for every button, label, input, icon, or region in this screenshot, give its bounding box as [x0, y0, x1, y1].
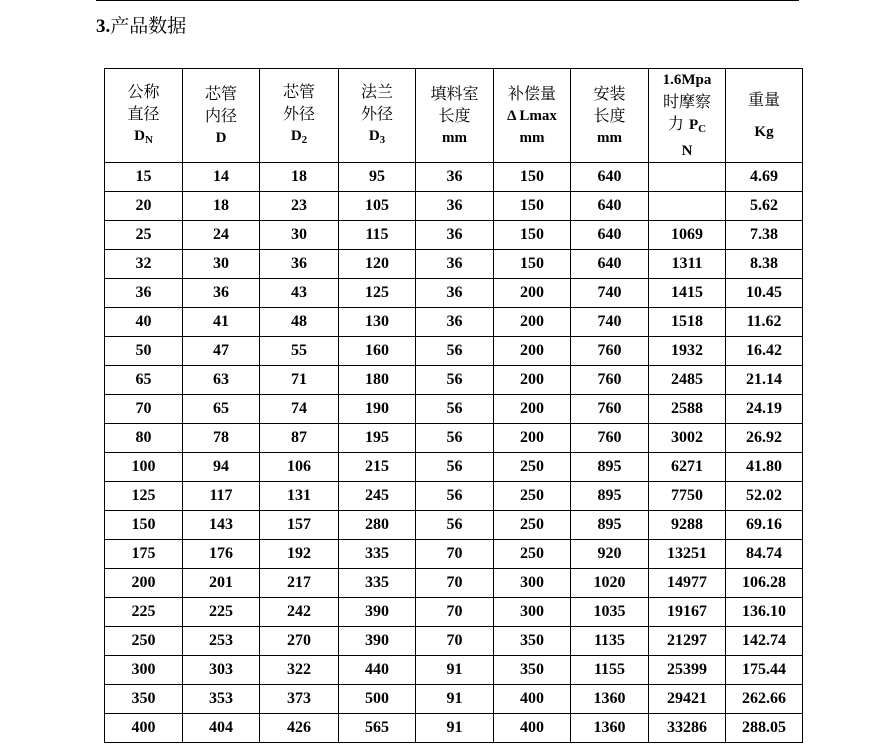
table-cell: 8.38 [726, 250, 803, 279]
table-cell: 300 [494, 569, 571, 598]
table-cell [649, 192, 726, 221]
table-cell: 10.45 [726, 279, 803, 308]
table-cell: 91 [416, 656, 494, 685]
table-cell: 200 [494, 337, 571, 366]
column-header [260, 69, 339, 163]
table-cell: 225 [105, 598, 183, 627]
table-cell: 1518 [649, 308, 726, 337]
table-cell: 24 [183, 221, 260, 250]
table-cell: 895 [571, 482, 649, 511]
table-cell: 18 [183, 192, 260, 221]
column-header-line: mm [597, 129, 622, 146]
column-header-line: Kg [754, 123, 774, 140]
table-cell: 200 [494, 308, 571, 337]
table-cell: 195 [339, 424, 416, 453]
column-header-line: N [681, 143, 693, 159]
table-cell: 56 [416, 482, 494, 511]
column-header [183, 69, 260, 163]
column-header [416, 69, 494, 163]
table-cell: 36 [416, 279, 494, 308]
column-header-line: 时摩察 [662, 92, 711, 111]
table-cell: 200 [105, 569, 183, 598]
table-cell: 640 [571, 163, 649, 192]
table-cell: 335 [339, 540, 416, 569]
table-cell: 91 [416, 685, 494, 714]
table-cell: 26.92 [726, 424, 803, 453]
table-cell: 1932 [649, 337, 726, 366]
table-cell: 19167 [649, 598, 726, 627]
table-cell: 69.16 [726, 511, 803, 540]
table-cell: 70 [416, 569, 494, 598]
section-number: 3. [96, 16, 111, 37]
column-header-line: 安装 [593, 83, 626, 103]
column-header-line: 力 $P_C$ [667, 114, 707, 135]
table-cell: 106.28 [726, 569, 803, 598]
table-cell: 6271 [649, 453, 726, 482]
table-cell: 200 [494, 395, 571, 424]
table-cell: 280 [339, 511, 416, 540]
table-cell: 16.42 [726, 337, 803, 366]
table-cell: 190 [339, 395, 416, 424]
column-header-line: 外径 [360, 103, 393, 123]
table-cell: 300 [494, 598, 571, 627]
table-cell: 215 [339, 453, 416, 482]
table-cell: 740 [571, 308, 649, 337]
table-cell: 1069 [649, 221, 726, 250]
table-cell: 250 [494, 482, 571, 511]
table-cell: 895 [571, 511, 649, 540]
table-cell: 390 [339, 598, 416, 627]
table-cell: 14977 [649, 569, 726, 598]
table-cell: 30 [183, 250, 260, 279]
table-cell: 120 [339, 250, 416, 279]
table-cell: 95 [339, 163, 416, 192]
table-cell: 40 [105, 308, 183, 337]
table-cell: 78 [183, 424, 260, 453]
table-row [105, 424, 803, 453]
column-header-line: mm [519, 129, 545, 146]
table-row [105, 540, 803, 569]
table-cell: 353 [183, 685, 260, 714]
table-cell: 335 [339, 569, 416, 598]
table-cell: 84.74 [726, 540, 803, 569]
table-cell: 131 [260, 482, 339, 511]
table-row [105, 192, 803, 221]
table-cell: 105 [339, 192, 416, 221]
table-cell: 1360 [571, 714, 649, 743]
table-cell: 48 [260, 308, 339, 337]
table-cell: 13251 [649, 540, 726, 569]
table-cell: 288.05 [726, 714, 803, 743]
table-cell: 41 [183, 308, 260, 337]
table-cell: 74 [260, 395, 339, 424]
table-cell: 565 [339, 714, 416, 743]
table-cell: 20 [105, 192, 183, 221]
table-cell: 24.19 [726, 395, 803, 424]
column-header [726, 69, 803, 163]
table-cell: 426 [260, 714, 339, 743]
table-cell: 404 [183, 714, 260, 743]
table-cell: 373 [260, 685, 339, 714]
table-cell: 192 [260, 540, 339, 569]
table-row [105, 569, 803, 598]
table-cell: 117 [183, 482, 260, 511]
table-cell: 36 [416, 163, 494, 192]
column-header [339, 69, 416, 163]
table-cell: 71 [260, 366, 339, 395]
table-cell: 70 [416, 627, 494, 656]
product-data-table [104, 68, 803, 743]
table-cell: 47 [183, 337, 260, 366]
table-cell: 36 [260, 250, 339, 279]
column-header-line: 1.6Mpa [662, 72, 712, 88]
table-cell: 50 [105, 337, 183, 366]
table-cell: 3002 [649, 424, 726, 453]
table-cell: 1020 [571, 569, 649, 598]
table-cell: 175.44 [726, 656, 803, 685]
table-cell: 56 [416, 453, 494, 482]
table-cell: 15 [105, 163, 183, 192]
table-cell: 29421 [649, 685, 726, 714]
table-cell: 740 [571, 279, 649, 308]
table-cell: 36 [105, 279, 183, 308]
table-row [105, 511, 803, 540]
table-cell: 760 [571, 337, 649, 366]
column-header-line: $D_3$ [368, 127, 386, 146]
table-cell: 14 [183, 163, 260, 192]
table-cell: 400 [494, 714, 571, 743]
table-cell: 1415 [649, 279, 726, 308]
top-rule [96, 0, 799, 1]
table-cell: 7750 [649, 482, 726, 511]
column-header-line: $D_2$ [290, 127, 308, 146]
table-cell: 5.62 [726, 192, 803, 221]
table-cell: 262.66 [726, 685, 803, 714]
table-cell: 303 [183, 656, 260, 685]
table-cell: 2485 [649, 366, 726, 395]
table-header-row [105, 69, 803, 163]
table-cell: 250 [105, 627, 183, 656]
table-cell: 43 [260, 279, 339, 308]
table-cell: 1135 [571, 627, 649, 656]
table-cell: 2588 [649, 395, 726, 424]
table-cell: 270 [260, 627, 339, 656]
table-cell: 32 [105, 250, 183, 279]
table-cell: 56 [416, 424, 494, 453]
table-row [105, 221, 803, 250]
table-cell: 70 [105, 395, 183, 424]
table-cell: 200 [494, 424, 571, 453]
table-cell: 640 [571, 221, 649, 250]
table-cell: 250 [494, 453, 571, 482]
table-cell: 36 [416, 308, 494, 337]
table-cell: 56 [416, 366, 494, 395]
table-cell: 36 [416, 250, 494, 279]
table-cell: 157 [260, 511, 339, 540]
table-cell: 25 [105, 221, 183, 250]
table-cell: 500 [339, 685, 416, 714]
table-cell: 125 [339, 279, 416, 308]
table-cell: 23 [260, 192, 339, 221]
table-row [105, 627, 803, 656]
table-row [105, 366, 803, 395]
table-cell: 245 [339, 482, 416, 511]
table-cell: 150 [494, 163, 571, 192]
table-row [105, 250, 803, 279]
table-cell: 242 [260, 598, 339, 627]
table-cell: 41.80 [726, 453, 803, 482]
table-cell: 80 [105, 424, 183, 453]
table-cell: 150 [105, 511, 183, 540]
table-cell: 36 [416, 221, 494, 250]
table-cell: 125 [105, 482, 183, 511]
table-cell: 201 [183, 569, 260, 598]
table-cell: 11.62 [726, 308, 803, 337]
column-header-line: 长度 [593, 105, 626, 125]
product-data-table-body [105, 69, 803, 743]
section-title: 产品数据 [110, 15, 187, 37]
table-cell: 21.14 [726, 366, 803, 395]
table-cell: 440 [339, 656, 416, 685]
table-cell: 70 [416, 540, 494, 569]
table-cell: 760 [571, 366, 649, 395]
table-cell: 150 [494, 221, 571, 250]
table-cell [649, 163, 726, 192]
table-cell: 400 [105, 714, 183, 743]
column-header [105, 69, 183, 163]
table-row [105, 279, 803, 308]
table-cell: 1311 [649, 250, 726, 279]
table-cell: 56 [416, 395, 494, 424]
table-row [105, 685, 803, 714]
table-cell: 400 [494, 685, 571, 714]
table-cell: 56 [416, 337, 494, 366]
column-header-line: 外径 [282, 103, 315, 123]
table-cell: 18 [260, 163, 339, 192]
table-cell: 350 [494, 656, 571, 685]
table-cell: 895 [571, 453, 649, 482]
table-cell: 9288 [649, 511, 726, 540]
table-cell: 56 [416, 511, 494, 540]
column-header-line: 芯管 [204, 83, 237, 103]
column-header-line: Δ Lmax [507, 107, 557, 124]
table-cell: 36 [416, 192, 494, 221]
table-cell: 1360 [571, 685, 649, 714]
table-cell: 1155 [571, 656, 649, 685]
table-cell: 1035 [571, 598, 649, 627]
table-cell: 65 [183, 395, 260, 424]
table-cell: 150 [494, 192, 571, 221]
table-cell: 300 [105, 656, 183, 685]
column-header-line: 芯管 [282, 81, 315, 101]
table-cell: 250 [494, 540, 571, 569]
table-cell: 63 [183, 366, 260, 395]
table-cell: 52.02 [726, 482, 803, 511]
table-cell: 200 [494, 366, 571, 395]
table-cell: 142.74 [726, 627, 803, 656]
column-header-line: 填料室 [430, 83, 479, 103]
column-header [649, 69, 726, 163]
table-cell: 7.38 [726, 221, 803, 250]
table-cell: 150 [494, 250, 571, 279]
column-header-line: 长度 [438, 105, 471, 125]
table-row [105, 598, 803, 627]
column-header-line: D [215, 129, 227, 146]
table-cell: 55 [260, 337, 339, 366]
table-cell: 100 [105, 453, 183, 482]
column-header-line: mm [442, 129, 467, 146]
column-header-line: 直径 [127, 103, 160, 123]
table-cell: 33286 [649, 714, 726, 743]
table-cell: 106 [260, 453, 339, 482]
table-cell: 200 [494, 279, 571, 308]
table-cell: 36 [183, 279, 260, 308]
table-cell: 640 [571, 192, 649, 221]
table-row [105, 308, 803, 337]
table-cell: 160 [339, 337, 416, 366]
table-cell: 760 [571, 395, 649, 424]
table-cell: 25399 [649, 656, 726, 685]
table-cell: 91 [416, 714, 494, 743]
table-cell: 350 [494, 627, 571, 656]
table-cell: 760 [571, 424, 649, 453]
table-row [105, 395, 803, 424]
table-row [105, 714, 803, 743]
table-cell: 94 [183, 453, 260, 482]
table-cell: 143 [183, 511, 260, 540]
table-cell: 136.10 [726, 598, 803, 627]
table-cell: 180 [339, 366, 416, 395]
table-cell: 920 [571, 540, 649, 569]
table-cell: 30 [260, 221, 339, 250]
table-cell: 176 [183, 540, 260, 569]
table-cell: 130 [339, 308, 416, 337]
table-cell: 390 [339, 627, 416, 656]
column-header-line: 内径 [204, 105, 237, 125]
table-cell: 217 [260, 569, 339, 598]
section-heading [96, 13, 186, 40]
table-cell: 115 [339, 221, 416, 250]
table-cell: 640 [571, 250, 649, 279]
column-header [571, 69, 649, 163]
column-header-line: 法兰 [360, 81, 393, 101]
table-cell: 70 [416, 598, 494, 627]
table-cell: 253 [183, 627, 260, 656]
table-cell: 225 [183, 598, 260, 627]
table-cell: 87 [260, 424, 339, 453]
table-cell: 65 [105, 366, 183, 395]
table-cell: 21297 [649, 627, 726, 656]
table-cell: 4.69 [726, 163, 803, 192]
table-row [105, 656, 803, 685]
table-row [105, 337, 803, 366]
column-header-line: 重量 [747, 89, 780, 109]
column-header [494, 69, 571, 163]
column-header-line: $D_N$ [134, 127, 153, 146]
column-header-line: 公称 [127, 81, 160, 101]
table-cell: 250 [494, 511, 571, 540]
table-row [105, 453, 803, 482]
table-row [105, 163, 803, 192]
table-row [105, 482, 803, 511]
table-cell: 350 [105, 685, 183, 714]
table-cell: 175 [105, 540, 183, 569]
column-header-line: 补偿量 [507, 83, 556, 103]
table-cell: 322 [260, 656, 339, 685]
